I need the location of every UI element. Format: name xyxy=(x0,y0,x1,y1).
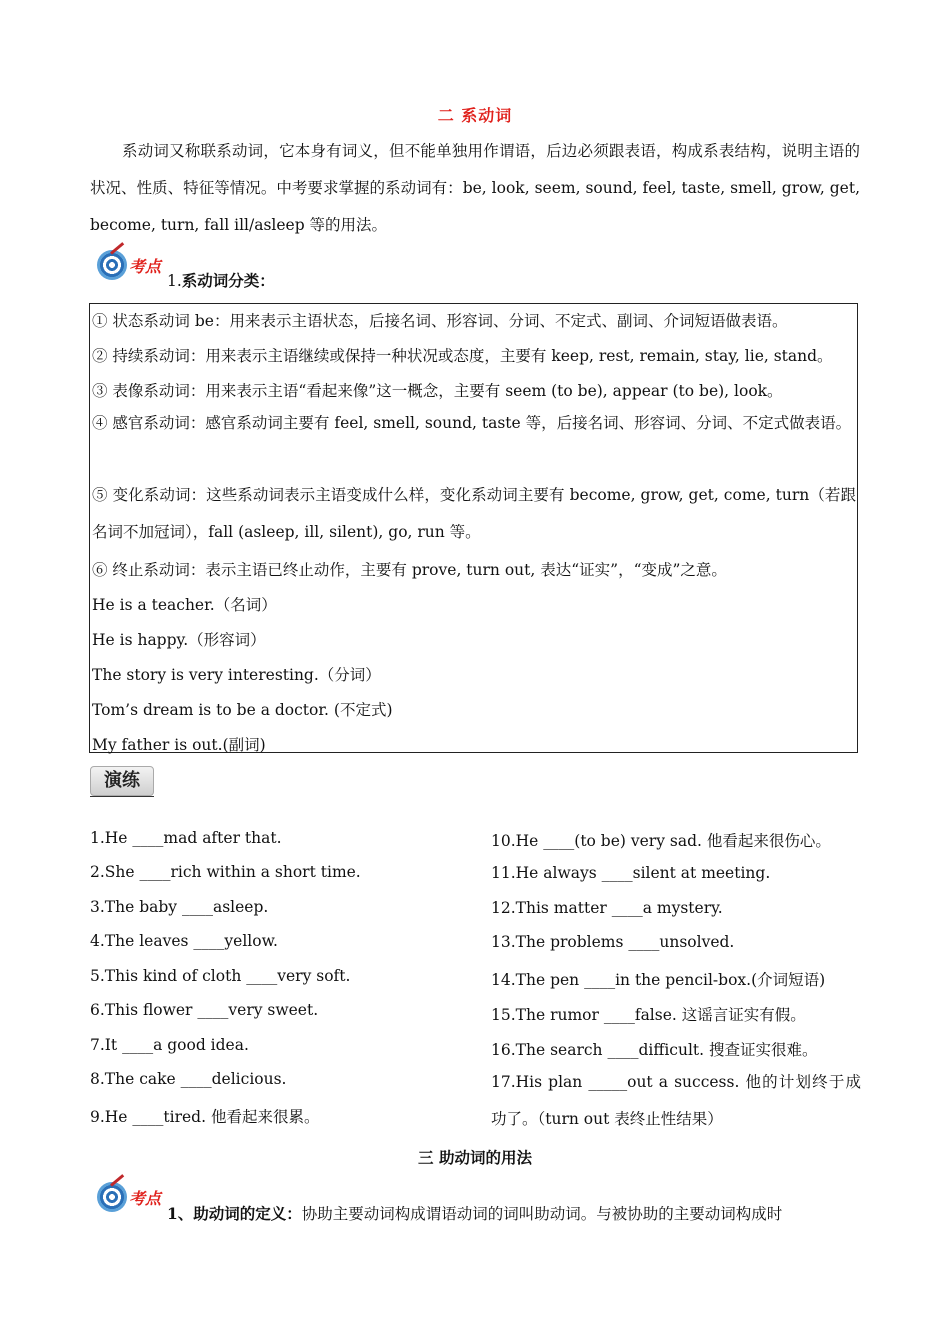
intro-text: 系动词又称联系动词，它本身有词义，但不能单独用作谓语，后边必须跟表语，构成系表结构，说明主语的状况、性质、特征等情况。中考要求掌握的系动词有：be, look, seem, sound, feel, taste, smell, grow, get, become, turn, fall ill/asleep 等的用法。 xyxy=(90,142,860,234)
exercise-item: 12.This matter ____a mystery. xyxy=(491,899,723,917)
heading-text: 系动词分类： xyxy=(181,271,275,290)
practice-underline xyxy=(90,796,154,797)
example-sentence: The story is very interesting.（分词） xyxy=(92,666,381,684)
heading-number: 1. xyxy=(167,272,182,290)
kaodian-label: 考点 xyxy=(129,1188,162,1208)
box-line: ⑥ 终止系动词：表示主语已终止动作，主要有 prove, turn out, 表达“证实”，“变成”之意。 xyxy=(92,561,727,579)
exercise-item: 16.The search ____difficult. 搜查证实很难。 xyxy=(491,1041,818,1059)
exercise-item: 8.The cake ____delicious. xyxy=(90,1070,287,1088)
practice-banner xyxy=(90,766,154,796)
exercise-item: 11.He always ____silent at meeting. xyxy=(491,864,771,882)
exercise-item: 4.The leaves ____yellow. xyxy=(90,932,278,950)
exercise-item: 1.He ____mad after that. xyxy=(90,829,282,847)
intro-paragraph xyxy=(90,133,860,244)
example-sentence: Tom’s dream is to be a doctor. (不定式) xyxy=(92,701,393,719)
box-line: ② 持续系动词：用来表示主语继续或保持一种状况或态度，主要有 keep, rest, remain, stay, lie, stand。 xyxy=(92,347,833,365)
exercise-item: 6.This flower ____very sweet. xyxy=(90,1001,319,1019)
box-line: ④ 感官系动词：感官系动词主要有 feel, smell, sound, taste 等，后接名词、形容词、分词、不定式做表语。 xyxy=(92,414,852,432)
classification-box xyxy=(89,303,858,753)
example-sentence: He is a teacher.（名词） xyxy=(92,596,277,614)
kaodian-label: 考点 xyxy=(129,256,162,276)
section3-title: 三 助动词的用法 xyxy=(418,1148,532,1167)
box-line: ⑤ 变化系动词：这些系动词表示主语变成什么样，变化系动词主要有 become, grow, get, come, turn（若跟名词不加冠词），fall (asleep, ill, silent), go, run 等。 xyxy=(92,486,856,541)
example-sentence: He is happy.（形容词） xyxy=(92,631,266,649)
exercise-item: 14.The pen ____in the pencil-box.(介词短语) xyxy=(491,971,826,989)
exercise-item: 10.He ____(to be) very sad. 他看起来很伤心。 xyxy=(491,832,831,850)
classification-heading xyxy=(167,269,275,291)
practice-label: 演练 xyxy=(90,766,154,796)
exercise-item: 3.The baby ____asleep. xyxy=(90,898,269,916)
kaodian-badge xyxy=(97,1182,161,1212)
exercise-item: 9.He ____tired. 他看起来很累。 xyxy=(90,1108,320,1126)
box-line: ① 状态系动词 be：用来表示主语状态，后接名词、形容词、分词、不定式、副词、介词短语做表语。 xyxy=(92,312,788,330)
definition-line xyxy=(167,1202,782,1224)
target-icon xyxy=(97,250,127,280)
target-icon xyxy=(97,1182,127,1212)
section-title: 二 系动词 xyxy=(437,106,513,125)
exercise-item: 17.His plan _____out a success. 他的计划终于成功了。（turn out 表终止性结果） xyxy=(491,1073,861,1128)
exercise-item: 7.It ____a good idea. xyxy=(90,1036,249,1054)
example-sentence: My father is out.(副词) xyxy=(92,736,266,754)
kaodian-badge xyxy=(97,250,161,280)
box-line: ③ 表像系动词：用来表示主语“看起来像”这一概念，主要有 seem (to be), appear (to be), look。 xyxy=(92,382,783,400)
exercise-item: 15.The rumor ____false. 这谣言证实有假。 xyxy=(491,1006,806,1024)
definition-text: 协助主要动词构成谓语动词的词叫助动词。与被协助的主要动词构成时 xyxy=(301,1205,783,1223)
definition-heading: 1、助动词的定义： xyxy=(167,1204,302,1223)
exercise-item: 5.This kind of cloth ____very soft. xyxy=(90,967,351,985)
exercise-item: 13.The problems ____unsolved. xyxy=(491,933,735,951)
exercise-item: 2.She ____rich within a short time. xyxy=(90,863,361,881)
